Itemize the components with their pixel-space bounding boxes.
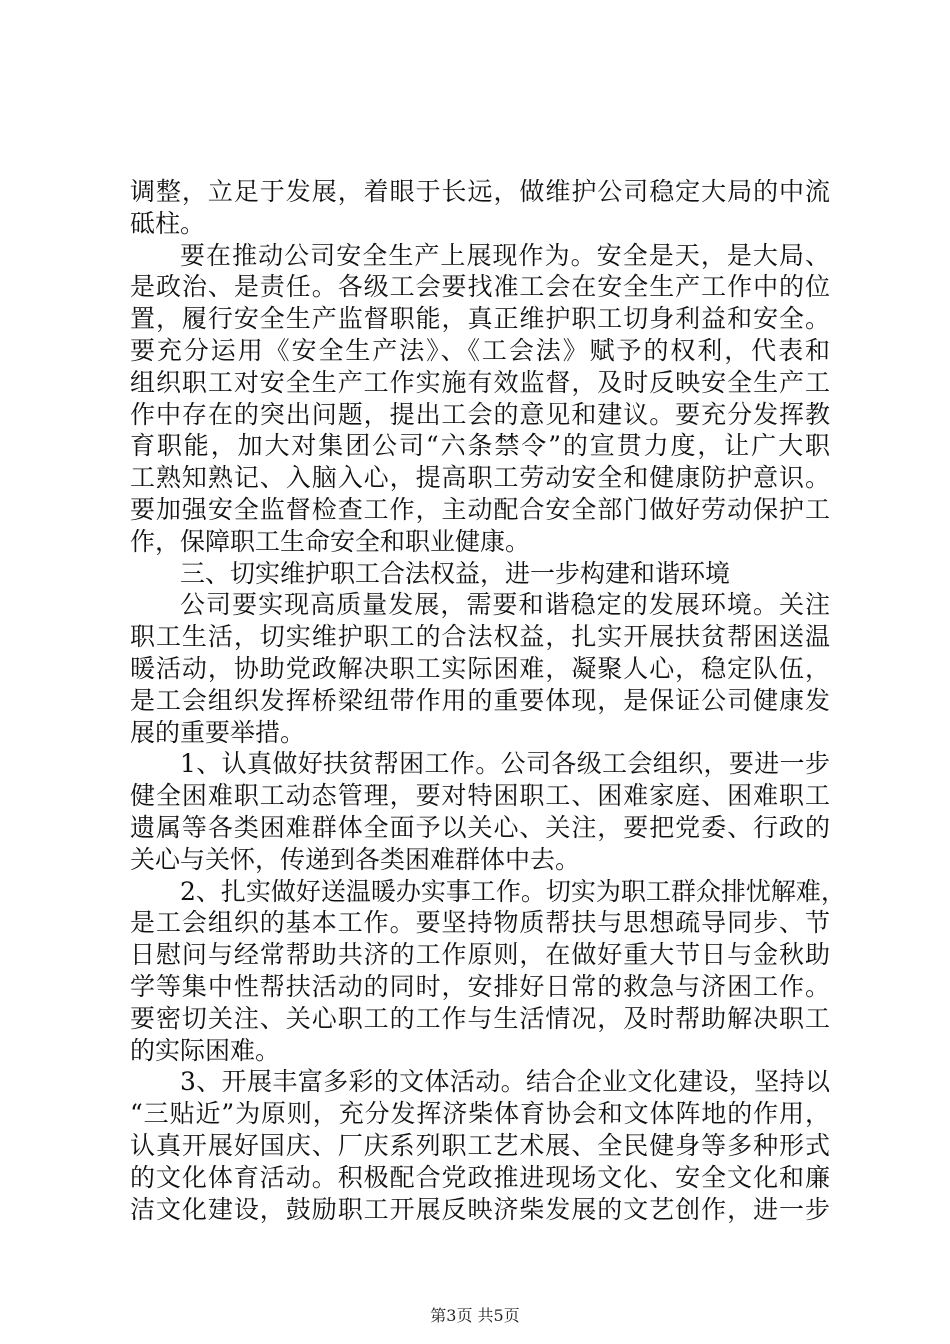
page-number-footer: 第3页 共5页 <box>430 1306 520 1325</box>
text-line: 日慰问与经常帮助共济的工作原则，在做好重大节日与金秋助 <box>130 940 830 970</box>
text-line: 组织职工对安全生产工作实施有效监督，及时反映安全生产工 <box>130 367 830 397</box>
text-line: 认真开展好国庆、厂庆系列职工艺术展、全民健身等多种形式 <box>130 1130 830 1160</box>
text-line: 健全困难职工动态管理，要对特困职工、困难家庭、困难职工 <box>130 781 830 811</box>
document-body <box>130 176 846 1225</box>
text-line: 育职能，加大对集团公司“六条禁令”的宣贯力度，让广大职 <box>130 431 830 461</box>
text-line: 展的重要举措。 <box>130 717 306 747</box>
text-line: 要加强安全监督检查工作，主动配合安全部门做好劳动保护工 <box>130 494 830 524</box>
text-line: 学等集中性帮扶活动的同时，安排好日常的救急与济困工作。 <box>130 971 830 1001</box>
text-line: 遗属等各类困难群体全面予以关心、关注，要把党委、行政的 <box>130 812 830 842</box>
text-line: 关心与关怀，传递到各类困难群体中去。 <box>130 844 581 874</box>
text-line: 作中存在的突出问题，提出工会的意见和建议。要充分发挥教 <box>130 399 830 429</box>
text-line: 是政治、是责任。各级工会要找准工会在安全生产工作中的位 <box>130 272 830 302</box>
text-line: 是工会组织发挥桥梁纽带作用的重要体现，是保证公司健康发 <box>130 685 830 715</box>
text-line: 作，保障职工生命安全和职业健康。 <box>130 526 531 556</box>
text-line: 调整，立足于发展，着眼于长远，做维护公司稳定大局的中流 <box>130 177 830 206</box>
text-line: 要在推动公司安全生产上展现作为。安全是天，是大局、 <box>180 240 830 270</box>
text-line: 的文化体育活动。积极配合党政推进现场文化、安全文化和廉 <box>130 1162 830 1192</box>
text-line: 公司要实现高质量发展，需要和谐稳定的发展环境。关注 <box>180 590 830 620</box>
text-line: 工熟知熟记、入脑入心，提高职工劳动安全和健康防护意识。 <box>130 463 830 493</box>
text-line: 的实际困难。 <box>130 1035 281 1065</box>
text-line: 是工会组织的基本工作。要坚持物质帮扶与思想疏导同步、节 <box>130 908 830 938</box>
text-line: 2、扎实做好送温暖办实事工作。切实为职工群众排忧解难， <box>180 876 846 906</box>
text-line: 1、认真做好扶贫帮困工作。公司各级工会组织，要进一步 <box>180 749 830 779</box>
text-line: 职工生活，切实维护职工的合法权益，扎实开展扶贫帮困送温 <box>130 622 830 652</box>
text-line: 3、开展丰富多彩的文体活动。结合企业文化建设，坚持以 <box>180 1067 830 1097</box>
section-heading: 三、切实维护职工合法权益，进一步构建和谐环境 <box>180 558 731 588</box>
text-line: 砥柱。 <box>130 208 206 238</box>
text-line: “三贴近”为原则，充分发挥济柴体育协会和文体阵地的作用， <box>130 1099 830 1129</box>
text-line: 要充分运用《安全生产法》、《工会法》赋予的权利，代表和 <box>130 335 830 365</box>
text-line: 洁文化建设，鼓励职工开展反映济柴发展的文艺创作，进一步 <box>130 1194 830 1224</box>
text-line: 置，履行安全生产监督职能，真正维护职工切身利益和安全。 <box>130 304 830 334</box>
text-line: 要密切关注、关心职工的工作与生活情况，及时帮助解决职工 <box>130 1003 830 1033</box>
text-line: 暖活动，协助党政解决职工实际困难，凝聚人心，稳定队伍， <box>130 653 830 683</box>
